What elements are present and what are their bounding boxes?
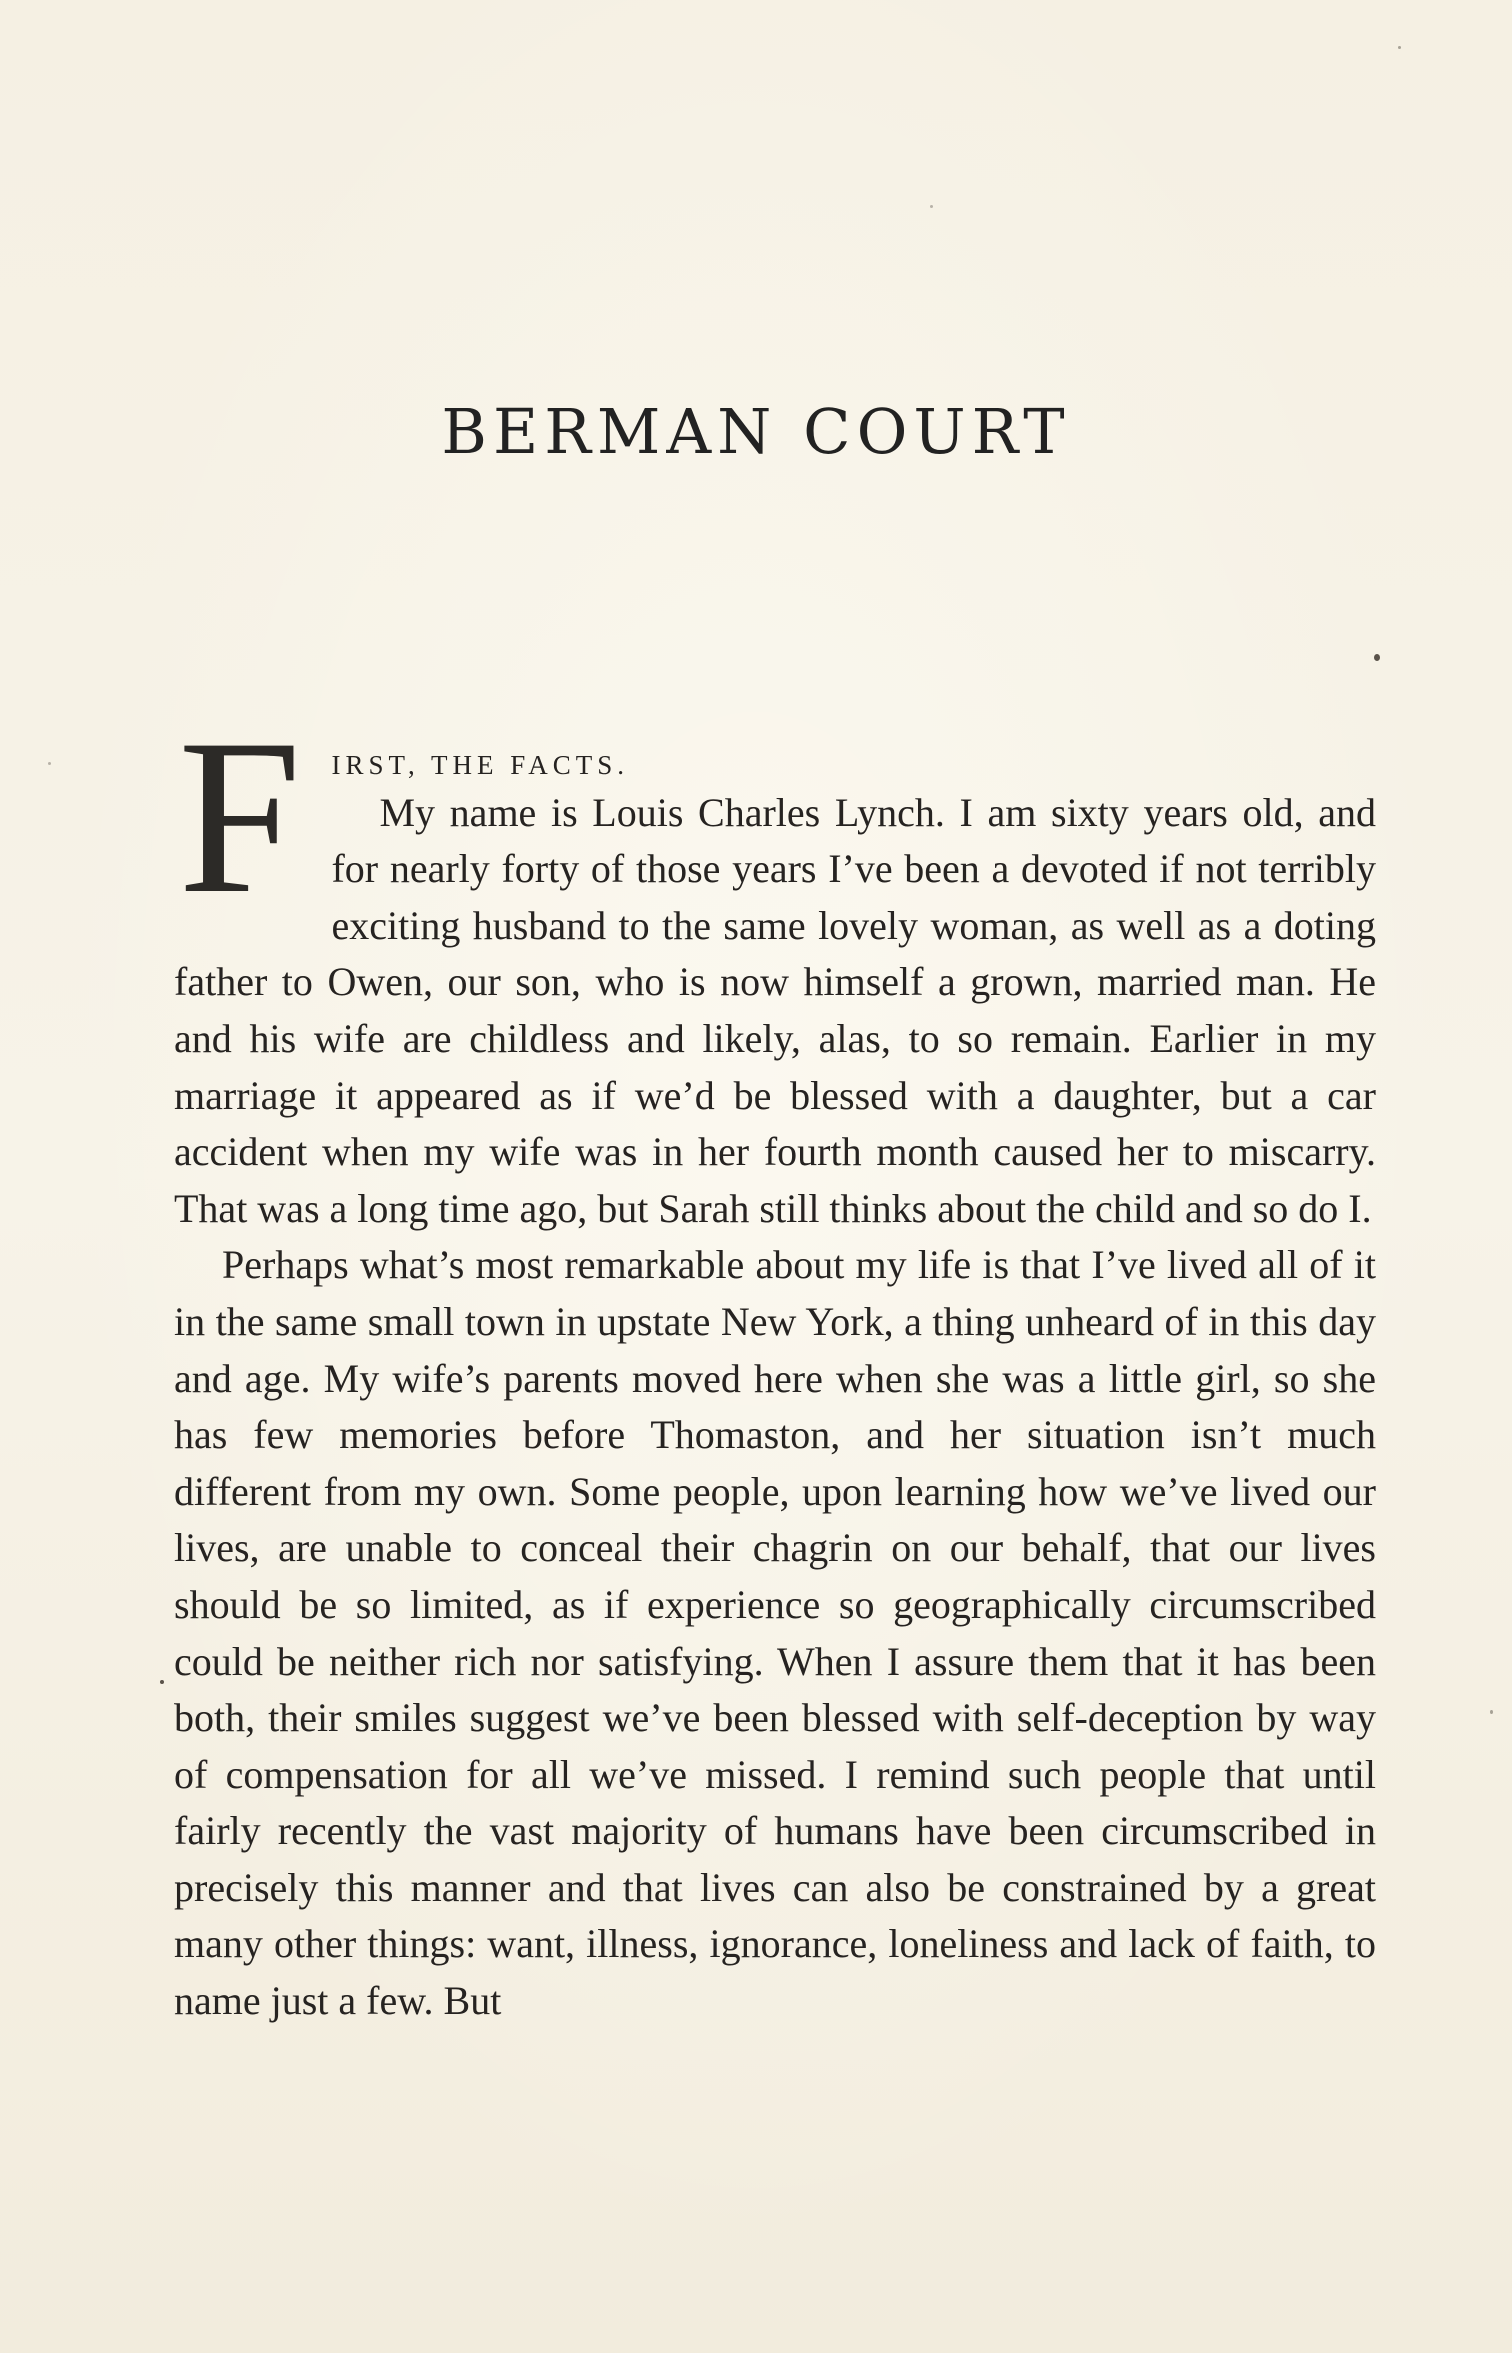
print-speck	[930, 205, 933, 208]
chapter-title: BERMAN COURT	[441, 395, 1071, 468]
print-speck	[1374, 654, 1380, 661]
body-text	[174, 694, 1376, 2030]
paragraph: My name is Louis Charles Lynch. I am sixty years old, and for nearly forty of those years I’ve been a devoted if not terribly exciting husband to the same lovely woman, as well as a doting father to Owen, our son, who is now himself a grown, married man. He and his wife are childless and likely, alas, to so remain. Earlier in my marriage it appeared as if we’d be blessed with a daughter, but a car accident when my wife was in her fourth month caused her to miscarry. That was a long time ago, but Sarah still thinks about the child and so do I.	[174, 789, 1376, 1231]
print-speck	[160, 1680, 164, 1684]
opening-small-caps: IRST, THE FACTS.	[331, 750, 629, 780]
print-speck	[1490, 1710, 1493, 1714]
drop-cap-letter: F	[178, 694, 302, 940]
print-speck	[48, 762, 51, 765]
paragraph: Perhaps what’s most remarkable about my life is that I’ve lived all of it in the same small town in upstate New York, a thing unheard of in this day and age. My wife’s parents moved here when she was a little girl, so she has few memories before Thomaston, and her situation isn’t much different from my own. Some people, upon learning how we’ve lived our lives, are unable to conceal their chagrin on our behalf, that our lives should be so limited, as if experience so geographically circumscribed could be neither rich nor satisfying. When I assure them that it has been both, their smiles suggest we’ve been blessed with self-deception by way of compensation for all we’ve missed. I remind such people that until fairly recently the vast majority of humans have been circumscribed in precisely this manner and that lives can also be constrained by a great many other things: want, illness, ignorance, loneliness and lack of faith, to name just a few. But	[174, 1242, 1376, 2024]
print-speck	[1398, 46, 1401, 49]
